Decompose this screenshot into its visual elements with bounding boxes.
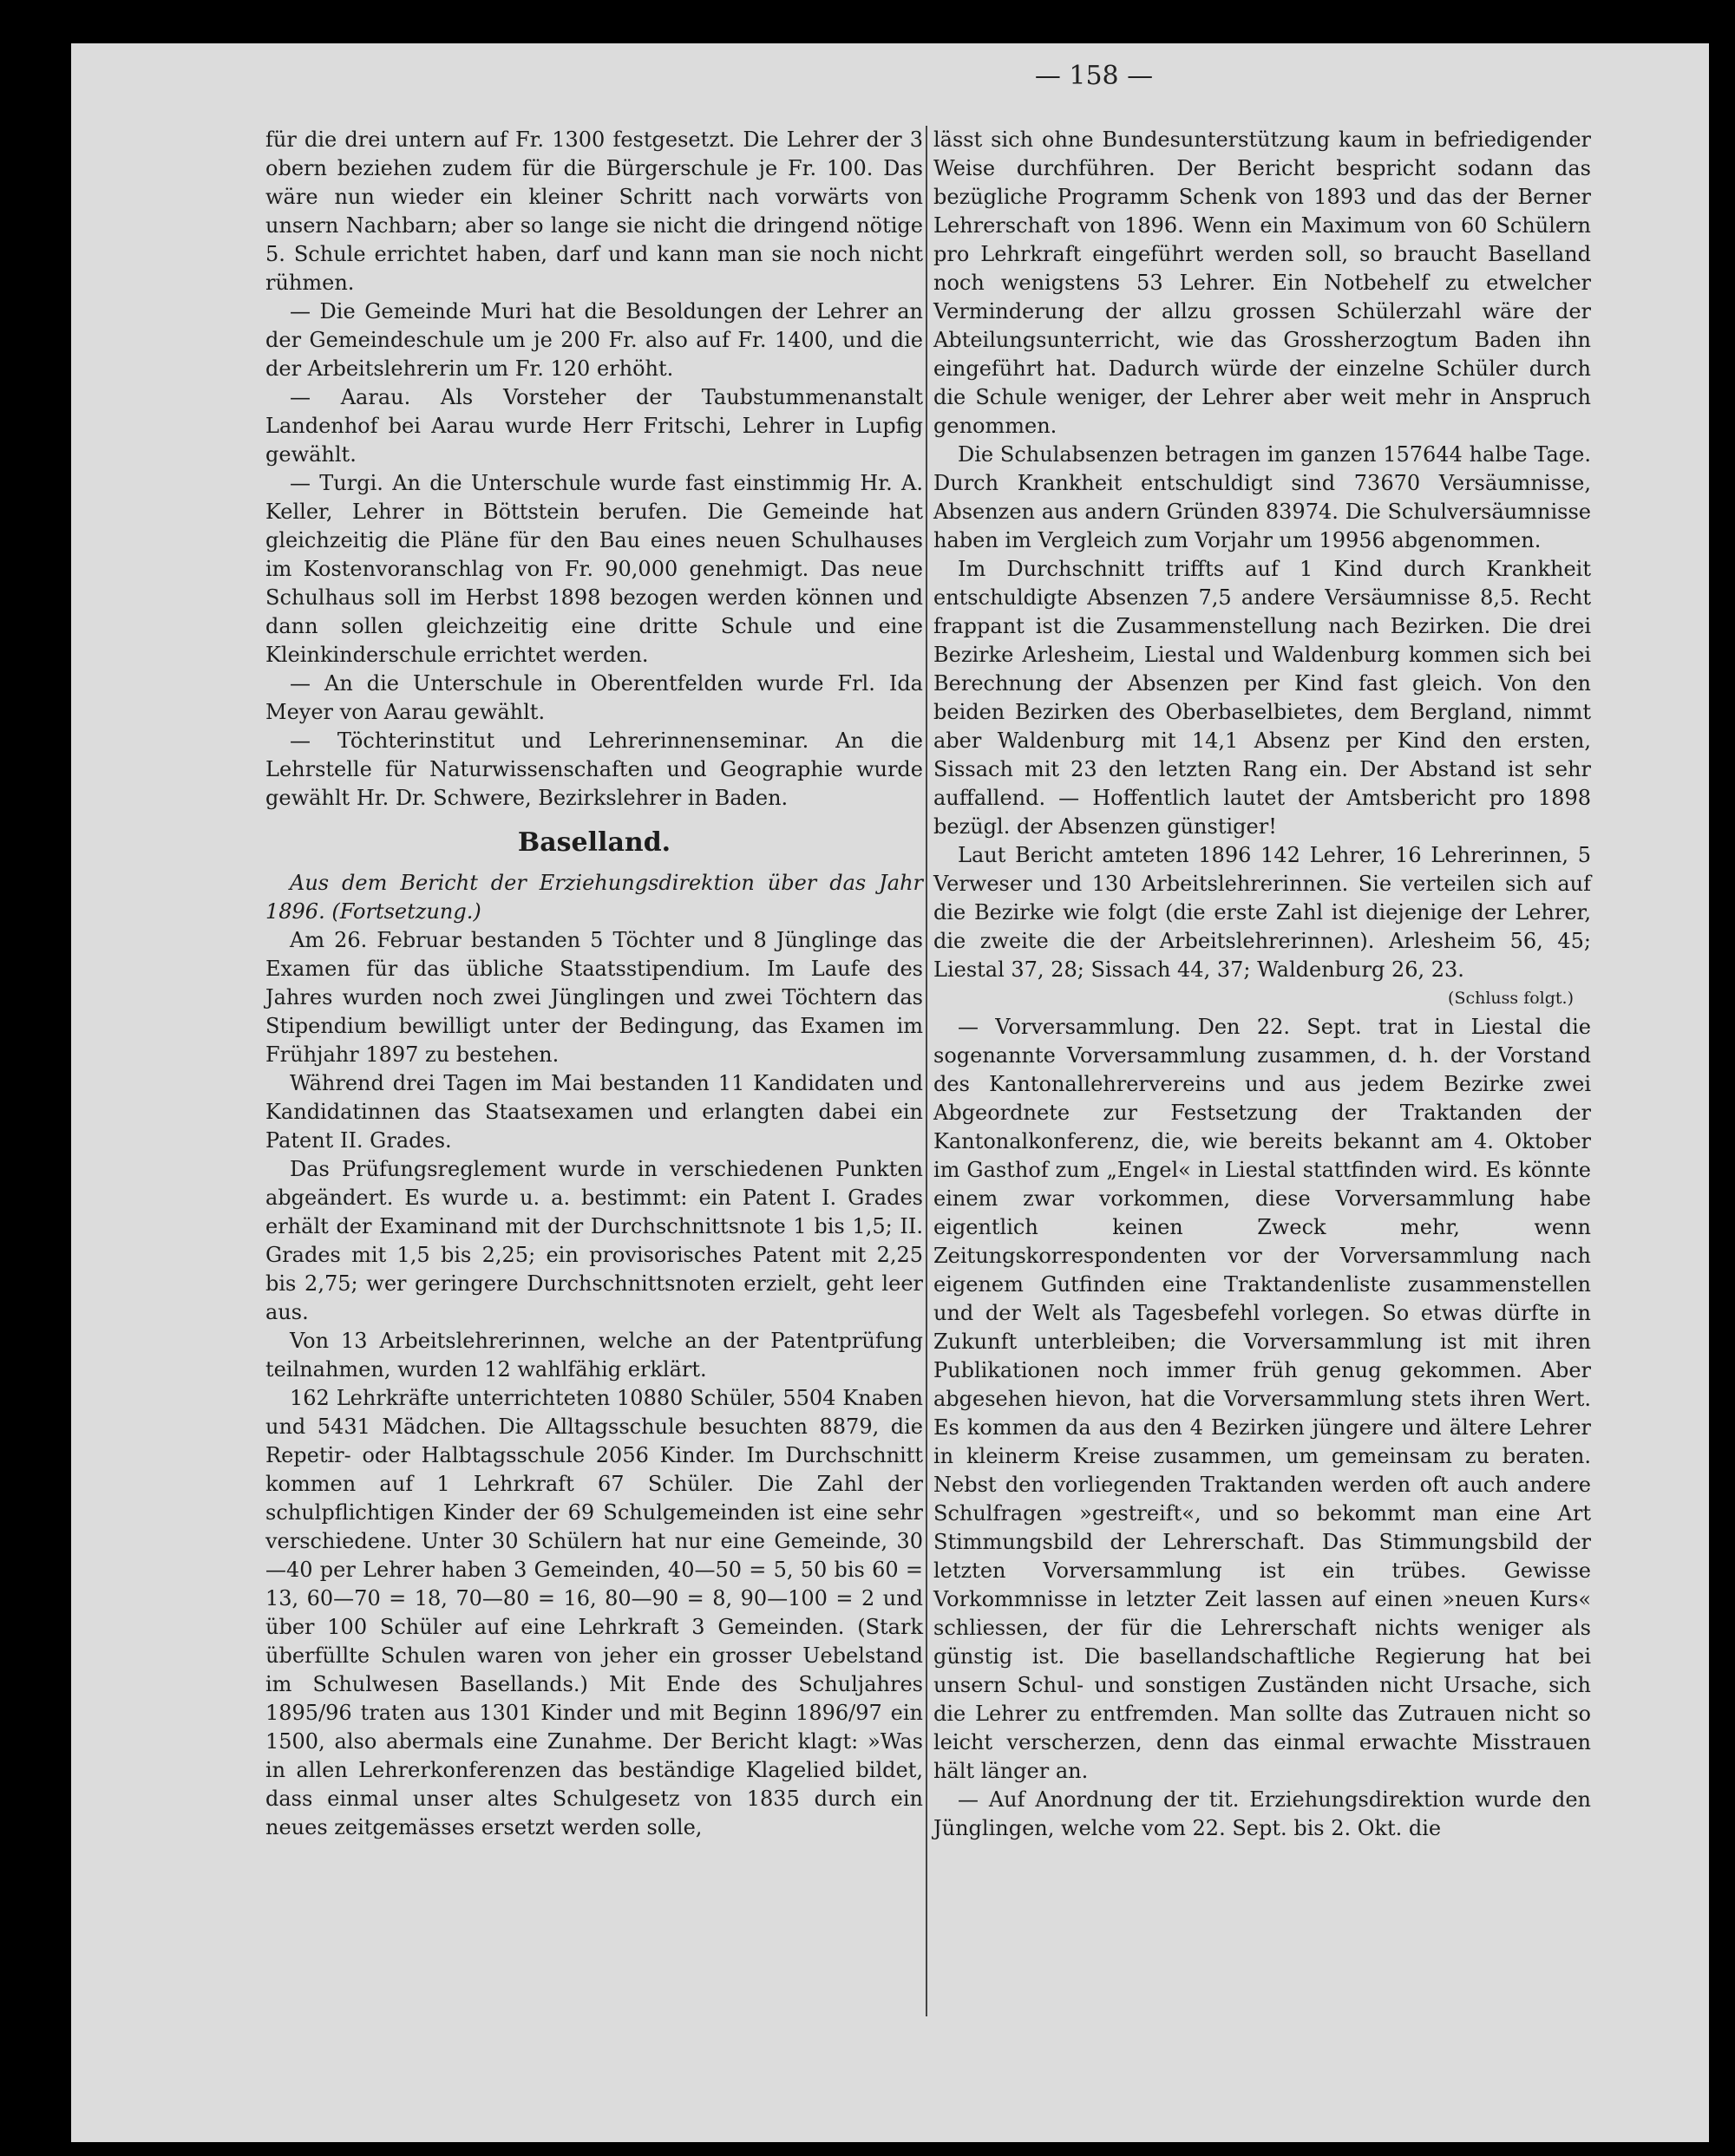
paragraph: Während drei Tagen im Mai bestanden 11 Kandidaten und Kandidatinnen das Staatsexamen und erlangten dabei ein Patent II. Grades. — [265, 1071, 923, 1153]
paragraph: — Aarau. Als Vorsteher der Taubstummenanstalt Landenhof bei Aarau wurde Herr Fritschi, Lehrer in Lupfig gewählt. — [265, 385, 923, 467]
scanned-page — [71, 43, 1709, 2142]
paragraph: Laut Bericht amteten 1896 142 Lehrer, 16 Lehrerinnen, 5 Verweser und 130 Arbeitslehrerinnen. Sie verteilen sich auf die Bezirke wie folgt (die erste Zahl ist diejenige der Lehrer, die zweite die der Arbeitslehrerinnen). Arlesheim 56, 45; Liestal 37, 28; Sissach 44, 37; Waldenburg 26, 23. — [933, 843, 1591, 982]
paragraph: Das Prüfungsreglement wurde in verschiedenen Punkten abgeändert. Es wurde u. a. bestimmt: ein Patent I. Grades erhält der Examinand mit der Durchschnittsnote 1 bis 1,5; II. Grades mit 1,5 bis 2,25; ein provisorisches Patent mit 2,25 bis 2,75; wer geringere Durchschnittsnoten erzielt, geht leer aus. — [265, 1157, 923, 1324]
paragraph: für die drei untern auf Fr. 1300 festgesetzt. Die Lehrer der 3 obern beziehen zudem für die Bürgerschule je Fr. 100. Das wäre nun wieder ein kleiner Schritt nach vorwärts von unsern Nachbarn; aber so lange sie nicht die dringend nötige 5. Schule errichtet haben, darf und kann man sie noch nicht rühmen. — [265, 127, 923, 295]
section-heading: Baselland. — [517, 827, 671, 858]
paragraph: — Die Gemeinde Muri hat die Besoldungen der Lehrer an der Gemeindeschule um je 200 Fr. also auf Fr. 1400, und die der Arbeitslehrerin um Fr. 120 erhöht. — [265, 299, 923, 381]
paragraph: Von 13 Arbeitslehrerinnen, welche an der Patentprüfung teilnahmen, wurden 12 wahlfähig erklärt. — [265, 1329, 923, 1382]
paragraph: — An die Unterschule in Oberentfelden wurde Frl. Ida Meyer von Aarau gewählt. — [265, 671, 923, 724]
right-column — [933, 126, 1591, 1843]
paragraph: Im Durchschnitt triffts auf 1 Kind durch Krankheit entschuldigte Absenzen 7,5 andere Versäumnisse 8,5. Recht frappant ist die Zusammenstellung nach Bezirken. Die drei Bezirke Arlesheim, Liestal und Waldenburg kommen sich bei Berechnung der Absenzen per Kind fast gleich. Von den beiden Bezirken des Oberbaselbietes, dem Bergland, nimmt aber Waldenburg mit 14,1 Absenz per Kind den ersten, Sissach mit 23 den letzten Rang ein. Der Abstand ist sehr auffallend. — Hoffentlich lautet der Amtsbericht pro 1898 bezügl. der Absenzen günstiger! — [933, 557, 1591, 839]
paragraph: — Vorversammlung. Den 22. Sept. trat in Liestal die sogenannte Vorversammlung zusammen, d. h. der Vorstand des Kantonallehrervereins und aus jedem Bezirke zwei Abgeordnete zur Festsetzung der Traktanden der Kantonalkonferenz, die, wie bereits bekannt am 4. Oktober im Gasthof zum „Engel« in Liestal stattfinden wird. Es könnte einem zwar vorkommen, diese Vorversammlung habe eigentlich keinen Zweck mehr, wenn Zeitungskorrespondenten vor der Vorversammlung nach eigenem Gutfinden eine Traktandenliste zusammenstellen und der Welt als Tagesbefehl vorlegen. So etwas dürfte in Zukunft unterbleiben; die Vorversammlung ist mit ihren Publikationen noch immer früh genug gekommen. Aber abgesehen hievon, hat die Vorversammlung stets ihren Wert. Es kommen da aus den 4 Bezirken jüngere und ältere Lehrer in kleinerm Kreise zusammen, um gemeinsam zu beraten. Nebst den vorliegenden Traktanden werden oft auch andere Schulfragen »gestreift«, und so bekommt man eine Art Stimmungsbild der Lehrerschaft. Das Stimmungsbild der letzten Vorversammlung ist ein trübes. Gewisse Vorkommnisse in letzter Zeit lassen auf einen »neuen Kurs« schliessen, der für die Lehrerschaft nichts weniger als günstig ist. Die basellandschaftliche Regierung hat bei unsern Schul- und sonstigen Zuständen nicht Ursache, sich die Lehrer zu entfremden. Man sollte das Zutrauen nicht so leicht verscherzen, denn das einmal erwachte Misstrauen hält länger an. — [933, 1015, 1591, 1783]
paragraph: Die Schulabsenzen betragen im ganzen 157644 halbe Tage. Durch Krankheit entschuldigt sind 73670 Versäumnisse, Absenzen aus andern Gründen 83974. Die Schulversäumnisse haben im Vergleich zum Vorjahr um 19956 abgenommen. — [933, 442, 1591, 552]
paragraph: — Turgi. An die Unterschule wurde fast einstimmig Hr. A. Keller, Lehrer in Böttstein berufen. Die Gemeinde hat gleichzeitig die Pläne für den Bau eines neuen Schulhauses im Kostenvoranschlag von Fr. 90,000 genehmigt. Das neue Schulhaus soll im Herbst 1898 bezogen werden können und dann sollen gleichzeitig eine dritte Schule und eine Kleinkinderschule errichtet werden. — [265, 471, 923, 667]
page-number: — 158 — — [1034, 61, 1154, 91]
continued-note: (Schluss folgt.) — [1448, 989, 1574, 1008]
paragraph: — Auf Anordnung der tit. Erziehungsdirektion wurde den Jünglingen, welche vom 22. Sept. bis 2. Okt. die — [933, 1787, 1591, 1840]
column-divider — [926, 126, 927, 2016]
left-column — [265, 126, 923, 1842]
paragraph: — Töchterinstitut und Lehrerinnenseminar. An die Lehrstelle für Naturwissenschaften und Geographie wurde gewählt Hr. Dr. Schwere, Bezirkslehrer in Baden. — [265, 728, 923, 810]
paragraph: Am 26. Februar bestanden 5 Töchter und 8 Jünglinge das Examen für das übliche Staatsstipendium. Im Laufe des Jahres wurden noch zwei Jünglingen und zwei Töchtern das Stipendium bewilligt unter der Bedingung, das Examen im Frühjahr 1897 zu bestehen. — [265, 928, 923, 1067]
paragraph: 162 Lehrkräfte unterrichteten 10880 Schüler, 5504 Knaben und 5431 Mädchen. Die Alltagsschule besuchten 8879, die Repetir- oder Halbtagsschule 2056 Kinder. Im Durchschnitt kommen auf 1 Lehrkraft 67 Schüler. Die Zahl der schulpflichtigen Kinder der 69 Schulgemeinden ist eine sehr verschiedene. Unter 30 Schülern hat nur eine Gemeinde, 30—40 per Lehrer haben 3 Gemeinden, 40—50 = 5, 50 bis 60 = 13, 60—70 = 18, 70—80 = 16, 80—90 = 8, 90—100 = 2 und über 100 Schüler auf eine Lehrkraft 3 Gemeinden. (Stark überfüllte Schulen waren von jeher ein grosser Uebelstand im Schulwesen Basellands.) Mit Ende des Schuljahres 1895/96 traten aus 1301 Kinder und mit Beginn 1896/97 ein 1500, also abermals eine Zunahme. Der Bericht klagt: »Was in allen Lehrerkonferenzen das beständige Klagelied bildet, dass einmal unser altes Schulgesetz von 1835 durch ein neues zeitgemässes ersetzt werden solle, — [265, 1386, 923, 1839]
section-subheading: Aus dem Bericht der Erziehungsdirektion über das Jahr 1896. (Fortsetzung.) — [265, 871, 923, 924]
paragraph: lässt sich ohne Bundesunterstützung kaum in befriedigender Weise durchführen. Der Bericht bespricht sodann das bezügliche Programm Schenk von 1893 und das der Berner Lehrerschaft von 1896. Wenn ein Maximum von 60 Schülern pro Lehrkraft eingeführt werden soll, so braucht Baselland noch wenigstens 53 Lehrer. Ein Notbehelf zu etwelcher Verminderung der allzu grossen Schülerzahl wäre der Abteilungsunterricht, wie das Grossherzogtum Baden ihn eingeführt hat. Dadurch würde der einzelne Schüler durch die Schule weniger, der Lehrer aber weit mehr in Anspruch genommen. — [933, 127, 1591, 438]
